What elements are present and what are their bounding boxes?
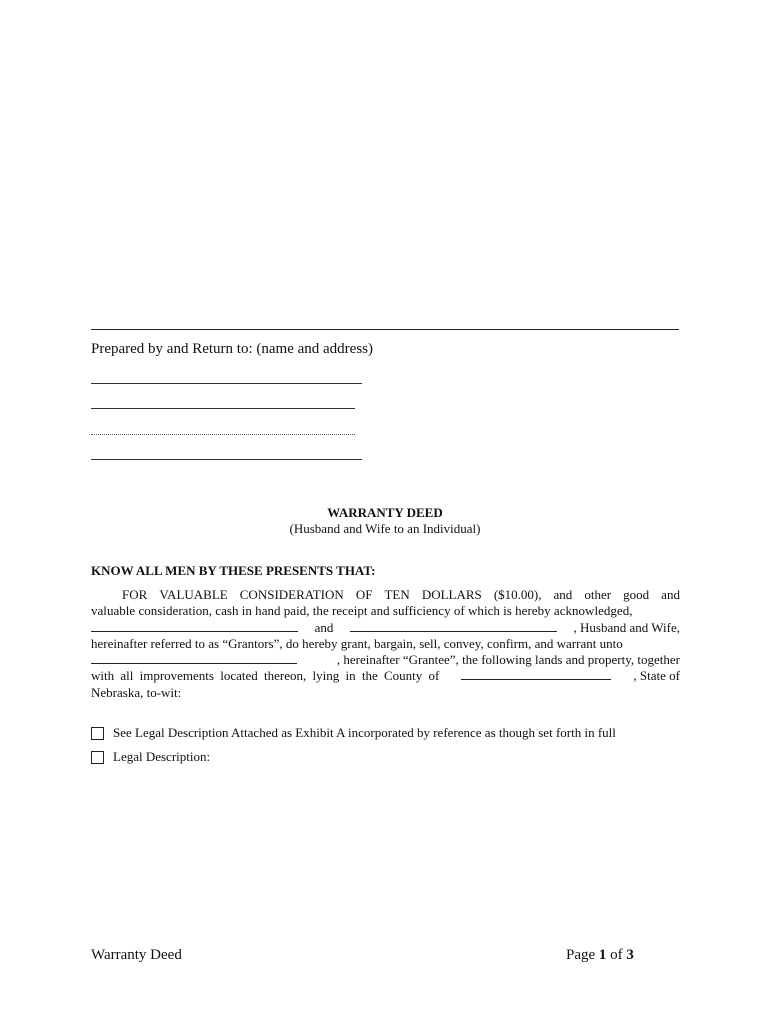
paragraph-line-6 xyxy=(91,668,680,684)
word: good xyxy=(623,587,650,602)
word: OF xyxy=(355,587,373,602)
paragraph-text: valuable consideration, cash in hand paid, the receipt and sufficiency of which is hereby acknowledged, xyxy=(91,603,633,619)
deed-subtitle: (Husband and Wife to an Individual) xyxy=(289,521,481,536)
know-all-heading: KNOW ALL MEN BY THESE PRESENTS THAT: xyxy=(91,563,376,578)
word: ($10.00), xyxy=(493,587,542,602)
paragraph-line-5 xyxy=(91,652,680,668)
paragraph-line-1 xyxy=(91,587,680,603)
deed-title: WARRANTY DEED xyxy=(327,505,443,520)
address-line-2[interactable] xyxy=(91,408,355,409)
legal-description-label: Legal Description: xyxy=(113,749,211,764)
address-line-4[interactable] xyxy=(91,459,362,460)
deed-paragraph xyxy=(91,587,680,701)
state-text: , State of xyxy=(633,668,680,684)
grantor-1-blank[interactable] xyxy=(91,620,298,632)
paragraph-line-2 xyxy=(91,603,680,619)
paragraph-text: Nebraska, to-wit: xyxy=(91,684,182,700)
page-number: 1 xyxy=(598,947,607,963)
address-line-1[interactable] xyxy=(91,383,362,384)
paragraph-text: hereinafter referred to as “Grantors”, do hereby grant, bargain, sell, convey, confirm, and warrant unto xyxy=(91,635,623,651)
footer-doc-name: Warranty Deed xyxy=(91,947,182,963)
page-indicator xyxy=(566,947,634,964)
word: and xyxy=(553,587,573,602)
husband-wife-text: , Husband and Wife, xyxy=(573,619,680,635)
word: VALUABLE xyxy=(159,587,228,602)
word: other xyxy=(584,587,612,602)
county-text: with all improvements located thereon, lying in the County of xyxy=(91,668,440,684)
page-total: 3 xyxy=(626,947,634,963)
option-exhibit-a[interactable] xyxy=(91,725,616,741)
and-text: and xyxy=(314,619,334,635)
county-blank[interactable] xyxy=(461,668,611,680)
paragraph-line-7 xyxy=(91,685,680,701)
grantee-text: , hereinafter “Grantee”, the following lands and property, together xyxy=(336,652,680,668)
top-divider xyxy=(91,329,679,330)
page-of: of xyxy=(610,947,623,963)
word: TEN xyxy=(384,587,410,602)
page-prefix: Page xyxy=(566,947,596,963)
grantee-blank[interactable] xyxy=(91,652,297,664)
exhibit-a-label: See Legal Description Attached as Exhibit A incorporated by reference as though set forth in full xyxy=(113,725,616,740)
word: FOR xyxy=(122,587,148,602)
paragraph-line-4 xyxy=(91,636,680,652)
word: CONSIDERATION xyxy=(239,587,344,602)
address-line-3[interactable] xyxy=(91,434,355,435)
paragraph-line-3 xyxy=(91,620,680,636)
word: DOLLARS xyxy=(421,587,482,602)
prepared-by-label: Prepared by and Return to: (name and address) xyxy=(91,341,373,357)
word: and xyxy=(661,587,680,602)
option-legal-description[interactable] xyxy=(91,749,210,765)
exhibit-a-checkbox[interactable] xyxy=(91,727,104,740)
grantor-2-blank[interactable] xyxy=(350,620,557,632)
legal-description-checkbox[interactable] xyxy=(91,751,104,764)
